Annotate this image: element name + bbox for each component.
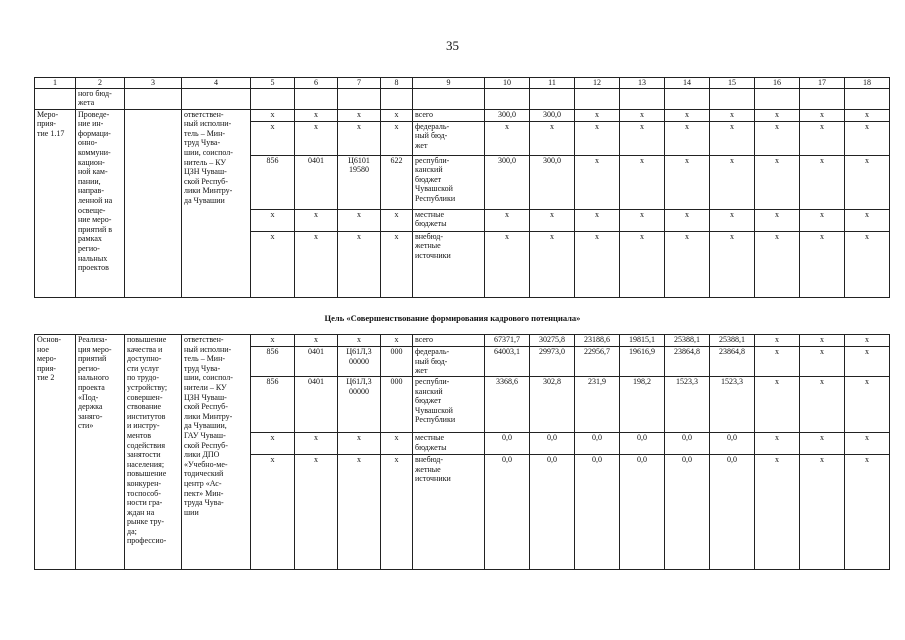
funding-value: x xyxy=(710,231,755,297)
funding-value: x xyxy=(575,121,620,155)
funding-value: 29973,0 xyxy=(530,347,575,377)
budget-code: Ц61Л,3 00000 xyxy=(338,377,381,433)
funding-value: x xyxy=(620,155,665,209)
budget-code: x xyxy=(338,335,381,347)
budget-code: x xyxy=(381,109,413,121)
funding-value: 300,0 xyxy=(530,155,575,209)
funding-value: 0,0 xyxy=(530,433,575,455)
funding-value: x xyxy=(530,231,575,297)
budget-code: 000 xyxy=(381,347,413,377)
measure-label: Основ- ное меро- прия- тие 2 xyxy=(35,335,76,570)
budget-code: x xyxy=(381,209,413,231)
funding-value: 25388,1 xyxy=(710,335,755,347)
table-cell xyxy=(338,88,381,109)
measure-label: Меро- прия- тие 1.17 xyxy=(35,109,76,297)
column-number: 4 xyxy=(182,78,251,89)
funding-value: x xyxy=(800,347,845,377)
funding-value: 23864,8 xyxy=(710,347,755,377)
responsible-executor: ответствен- ный исполни- тель – Мин- труд Чува- шии, соиспол- нители – КУ ЦЗН Чуваш- ской Респуб- лики Минтру- да Чувашии, ГАУ Чуваш- ской Респуб- лики ДПО «Учебно-ме- тодический центр «Ас- пект» Мин- труда Чува- шии xyxy=(182,335,251,570)
column-number: 1 xyxy=(35,78,76,89)
column-number: 17 xyxy=(800,78,845,89)
funding-value: 302,8 xyxy=(530,377,575,433)
budget-code: x xyxy=(338,433,381,455)
measure-description: Проведе- ние ин- формаци- онно- коммуни- кацион- ной кам- пании, направ- ленной на освеще- ние меро- приятий в рамках регио- нальных проектов xyxy=(76,109,125,297)
funding-source: всего xyxy=(413,109,485,121)
budget-code: Ц61Л,3 00000 xyxy=(338,347,381,377)
table-cell xyxy=(35,88,76,109)
budget-code: Ц6101 19580 xyxy=(338,155,381,209)
funding-value: x xyxy=(800,455,845,570)
funding-value: x xyxy=(800,109,845,121)
funding-source: всего xyxy=(413,335,485,347)
column-number: 8 xyxy=(381,78,413,89)
column-number: 13 xyxy=(620,78,665,89)
budget-code: 0401 xyxy=(295,377,338,433)
funding-value: 0,0 xyxy=(575,433,620,455)
budget-code: 856 xyxy=(251,347,295,377)
funding-value: 3368,6 xyxy=(485,377,530,433)
header-row xyxy=(35,78,890,89)
funding-value: x xyxy=(800,155,845,209)
funding-value: x xyxy=(800,377,845,433)
budget-code: 856 xyxy=(251,377,295,433)
funding-value: x xyxy=(485,231,530,297)
funding-value: 0,0 xyxy=(620,433,665,455)
funding-source: местные бюджеты xyxy=(413,209,485,231)
budget-code: x xyxy=(381,335,413,347)
responsible-executor: ответствен- ный исполни- тель – Мин- труд Чува- шии, соиспол- нитель – КУ ЦЗН Чуваш- ской Респуб- лики Минтру- да Чувашии xyxy=(182,109,251,297)
funding-value: 0,0 xyxy=(710,433,755,455)
funding-value: x xyxy=(845,121,890,155)
table-cell xyxy=(710,88,755,109)
budget-code: 622 xyxy=(381,155,413,209)
funding-source: республи- канский бюджет Чувашской Республики xyxy=(413,155,485,209)
funding-value: 0,0 xyxy=(710,455,755,570)
funding-value: x xyxy=(845,109,890,121)
funding-value: x xyxy=(845,335,890,347)
measure-goal: повышение качества и доступно- сти услуг по трудо- устройству; совершен- ствование институтов и инстру- ментов содействия занятости населения; повышение конкурен- тоспособ- ности гра- ждан на рынке тру- да; профессио- xyxy=(125,335,182,570)
budget-code: x xyxy=(338,109,381,121)
page-number: 35 xyxy=(446,38,459,53)
funding-value: x xyxy=(665,155,710,209)
funding-value: 0,0 xyxy=(620,455,665,570)
table-cell: ного бюд- жета xyxy=(76,88,125,109)
funding-value: x xyxy=(620,209,665,231)
table-row xyxy=(35,335,890,347)
table-row xyxy=(35,109,890,121)
funding-value: 300,0 xyxy=(530,109,575,121)
funding-value: x xyxy=(755,335,800,347)
column-number: 5 xyxy=(251,78,295,89)
column-number: 10 xyxy=(485,78,530,89)
funding-value: x xyxy=(755,433,800,455)
column-number: 12 xyxy=(575,78,620,89)
budget-code: x xyxy=(251,209,295,231)
funding-value: 0,0 xyxy=(485,455,530,570)
funding-value: 0,0 xyxy=(530,455,575,570)
funding-value: x xyxy=(710,155,755,209)
column-number: 2 xyxy=(76,78,125,89)
funding-value: x xyxy=(845,209,890,231)
funding-value: 0,0 xyxy=(485,433,530,455)
funding-value: 300,0 xyxy=(485,155,530,209)
column-number: 7 xyxy=(338,78,381,89)
table-cell xyxy=(182,88,251,109)
table-cell xyxy=(530,88,575,109)
column-number: 15 xyxy=(710,78,755,89)
funding-value: x xyxy=(845,377,890,433)
measure-goal xyxy=(125,109,182,297)
funding-value: x xyxy=(575,231,620,297)
funding-value: x xyxy=(755,347,800,377)
funding-value: x xyxy=(530,209,575,231)
measure-description: Реализа- ция меро- приятий регио- нального проекта «Под- держка заняго- сти» xyxy=(76,335,125,570)
column-number: 11 xyxy=(530,78,575,89)
funding-value: x xyxy=(665,109,710,121)
funding-value: 19616,9 xyxy=(620,347,665,377)
funding-value: 1523,3 xyxy=(665,377,710,433)
funding-value: x xyxy=(845,347,890,377)
budget-code: x xyxy=(251,231,295,297)
table-cell xyxy=(575,88,620,109)
budget-code: x xyxy=(381,121,413,155)
funding-value: x xyxy=(575,209,620,231)
budget-code: 000 xyxy=(381,377,413,433)
funding-value: 30275,8 xyxy=(530,335,575,347)
table-cell xyxy=(755,88,800,109)
budget-code: x xyxy=(381,455,413,570)
budget-code: x xyxy=(251,335,295,347)
column-number: 16 xyxy=(755,78,800,89)
funding-value: x xyxy=(665,121,710,155)
column-number: 14 xyxy=(665,78,710,89)
funding-source: внебюд- жетные источники xyxy=(413,455,485,570)
funding-value: x xyxy=(755,231,800,297)
funding-value: x xyxy=(620,109,665,121)
funding-value: x xyxy=(845,455,890,570)
budget-code: x xyxy=(251,455,295,570)
funding-source: федераль- ный бюд- жет xyxy=(413,121,485,155)
funding-value: x xyxy=(530,121,575,155)
funding-value: x xyxy=(755,121,800,155)
funding-value: 19815,1 xyxy=(620,335,665,347)
budget-code: x xyxy=(295,121,338,155)
funding-value: 300,0 xyxy=(485,109,530,121)
table-cell xyxy=(800,88,845,109)
table-cell xyxy=(485,88,530,109)
funding-value: x xyxy=(755,209,800,231)
funding-value: x xyxy=(755,109,800,121)
table-cell xyxy=(845,88,890,109)
funding-value: x xyxy=(845,433,890,455)
funding-source: федераль- ный бюд- жет xyxy=(413,347,485,377)
budget-code: x xyxy=(338,209,381,231)
table-cell xyxy=(251,88,295,109)
budget-code: x xyxy=(338,121,381,155)
funding-value: x xyxy=(800,209,845,231)
column-number: 3 xyxy=(125,78,182,89)
funding-value: x xyxy=(755,377,800,433)
funding-value: x xyxy=(800,433,845,455)
funding-value: x xyxy=(755,155,800,209)
budget-code: x xyxy=(295,455,338,570)
funding-value: 67371,7 xyxy=(485,335,530,347)
budget-code: 0401 xyxy=(295,155,338,209)
table-cell xyxy=(381,88,413,109)
funding-value: x xyxy=(665,209,710,231)
funding-value: 22956,7 xyxy=(575,347,620,377)
funding-value: 1523,3 xyxy=(710,377,755,433)
budget-code: x xyxy=(295,109,338,121)
budget-code: x xyxy=(381,231,413,297)
budget-code: x xyxy=(251,433,295,455)
funding-value: x xyxy=(485,121,530,155)
funding-value: x xyxy=(845,231,890,297)
funding-value: x xyxy=(620,121,665,155)
funding-value: x xyxy=(800,231,845,297)
funding-value: x xyxy=(845,155,890,209)
column-number: 9 xyxy=(413,78,485,89)
funding-value: 64003,1 xyxy=(485,347,530,377)
table-cell xyxy=(295,88,338,109)
table-cell xyxy=(125,88,182,109)
budget-code: x xyxy=(295,209,338,231)
funding-source: республи- канский бюджет Чувашской Республики xyxy=(413,377,485,433)
funding-value: 198,2 xyxy=(620,377,665,433)
funding-value: x xyxy=(800,335,845,347)
funding-value: 0,0 xyxy=(665,455,710,570)
budget-code: x xyxy=(338,231,381,297)
budget-code: x xyxy=(295,433,338,455)
column-number: 18 xyxy=(845,78,890,89)
table-cell xyxy=(665,88,710,109)
table-row xyxy=(35,88,890,109)
funding-value: 0,0 xyxy=(575,455,620,570)
budget-code: x xyxy=(251,121,295,155)
table-cell xyxy=(620,88,665,109)
budget-code: x xyxy=(381,433,413,455)
funding-value: x xyxy=(665,231,710,297)
budget-table-upper xyxy=(34,77,890,298)
funding-value: x xyxy=(710,109,755,121)
funding-value: x xyxy=(485,209,530,231)
funding-value: 231,9 xyxy=(575,377,620,433)
funding-value: x xyxy=(620,231,665,297)
column-number: 6 xyxy=(295,78,338,89)
funding-value: x xyxy=(800,121,845,155)
funding-value: x xyxy=(575,155,620,209)
budget-code: x xyxy=(251,109,295,121)
funding-value: x xyxy=(710,209,755,231)
funding-value: 23864,8 xyxy=(665,347,710,377)
funding-value: 0,0 xyxy=(665,433,710,455)
funding-value: x xyxy=(755,455,800,570)
budget-code: x xyxy=(295,335,338,347)
funding-source: местные бюджеты xyxy=(413,433,485,455)
table-cell xyxy=(413,88,485,109)
goal-heading: Цель «Совершенствование формирования кадрового потенциала» xyxy=(324,313,581,323)
budget-table-lower xyxy=(34,334,890,570)
funding-value: 23188,6 xyxy=(575,335,620,347)
budget-code: 0401 xyxy=(295,347,338,377)
funding-value: x xyxy=(710,121,755,155)
budget-code: x xyxy=(295,231,338,297)
funding-value: x xyxy=(575,109,620,121)
budget-code: x xyxy=(338,455,381,570)
budget-code: 856 xyxy=(251,155,295,209)
funding-value: 25388,1 xyxy=(665,335,710,347)
funding-source: внебюд- жетные источники xyxy=(413,231,485,297)
